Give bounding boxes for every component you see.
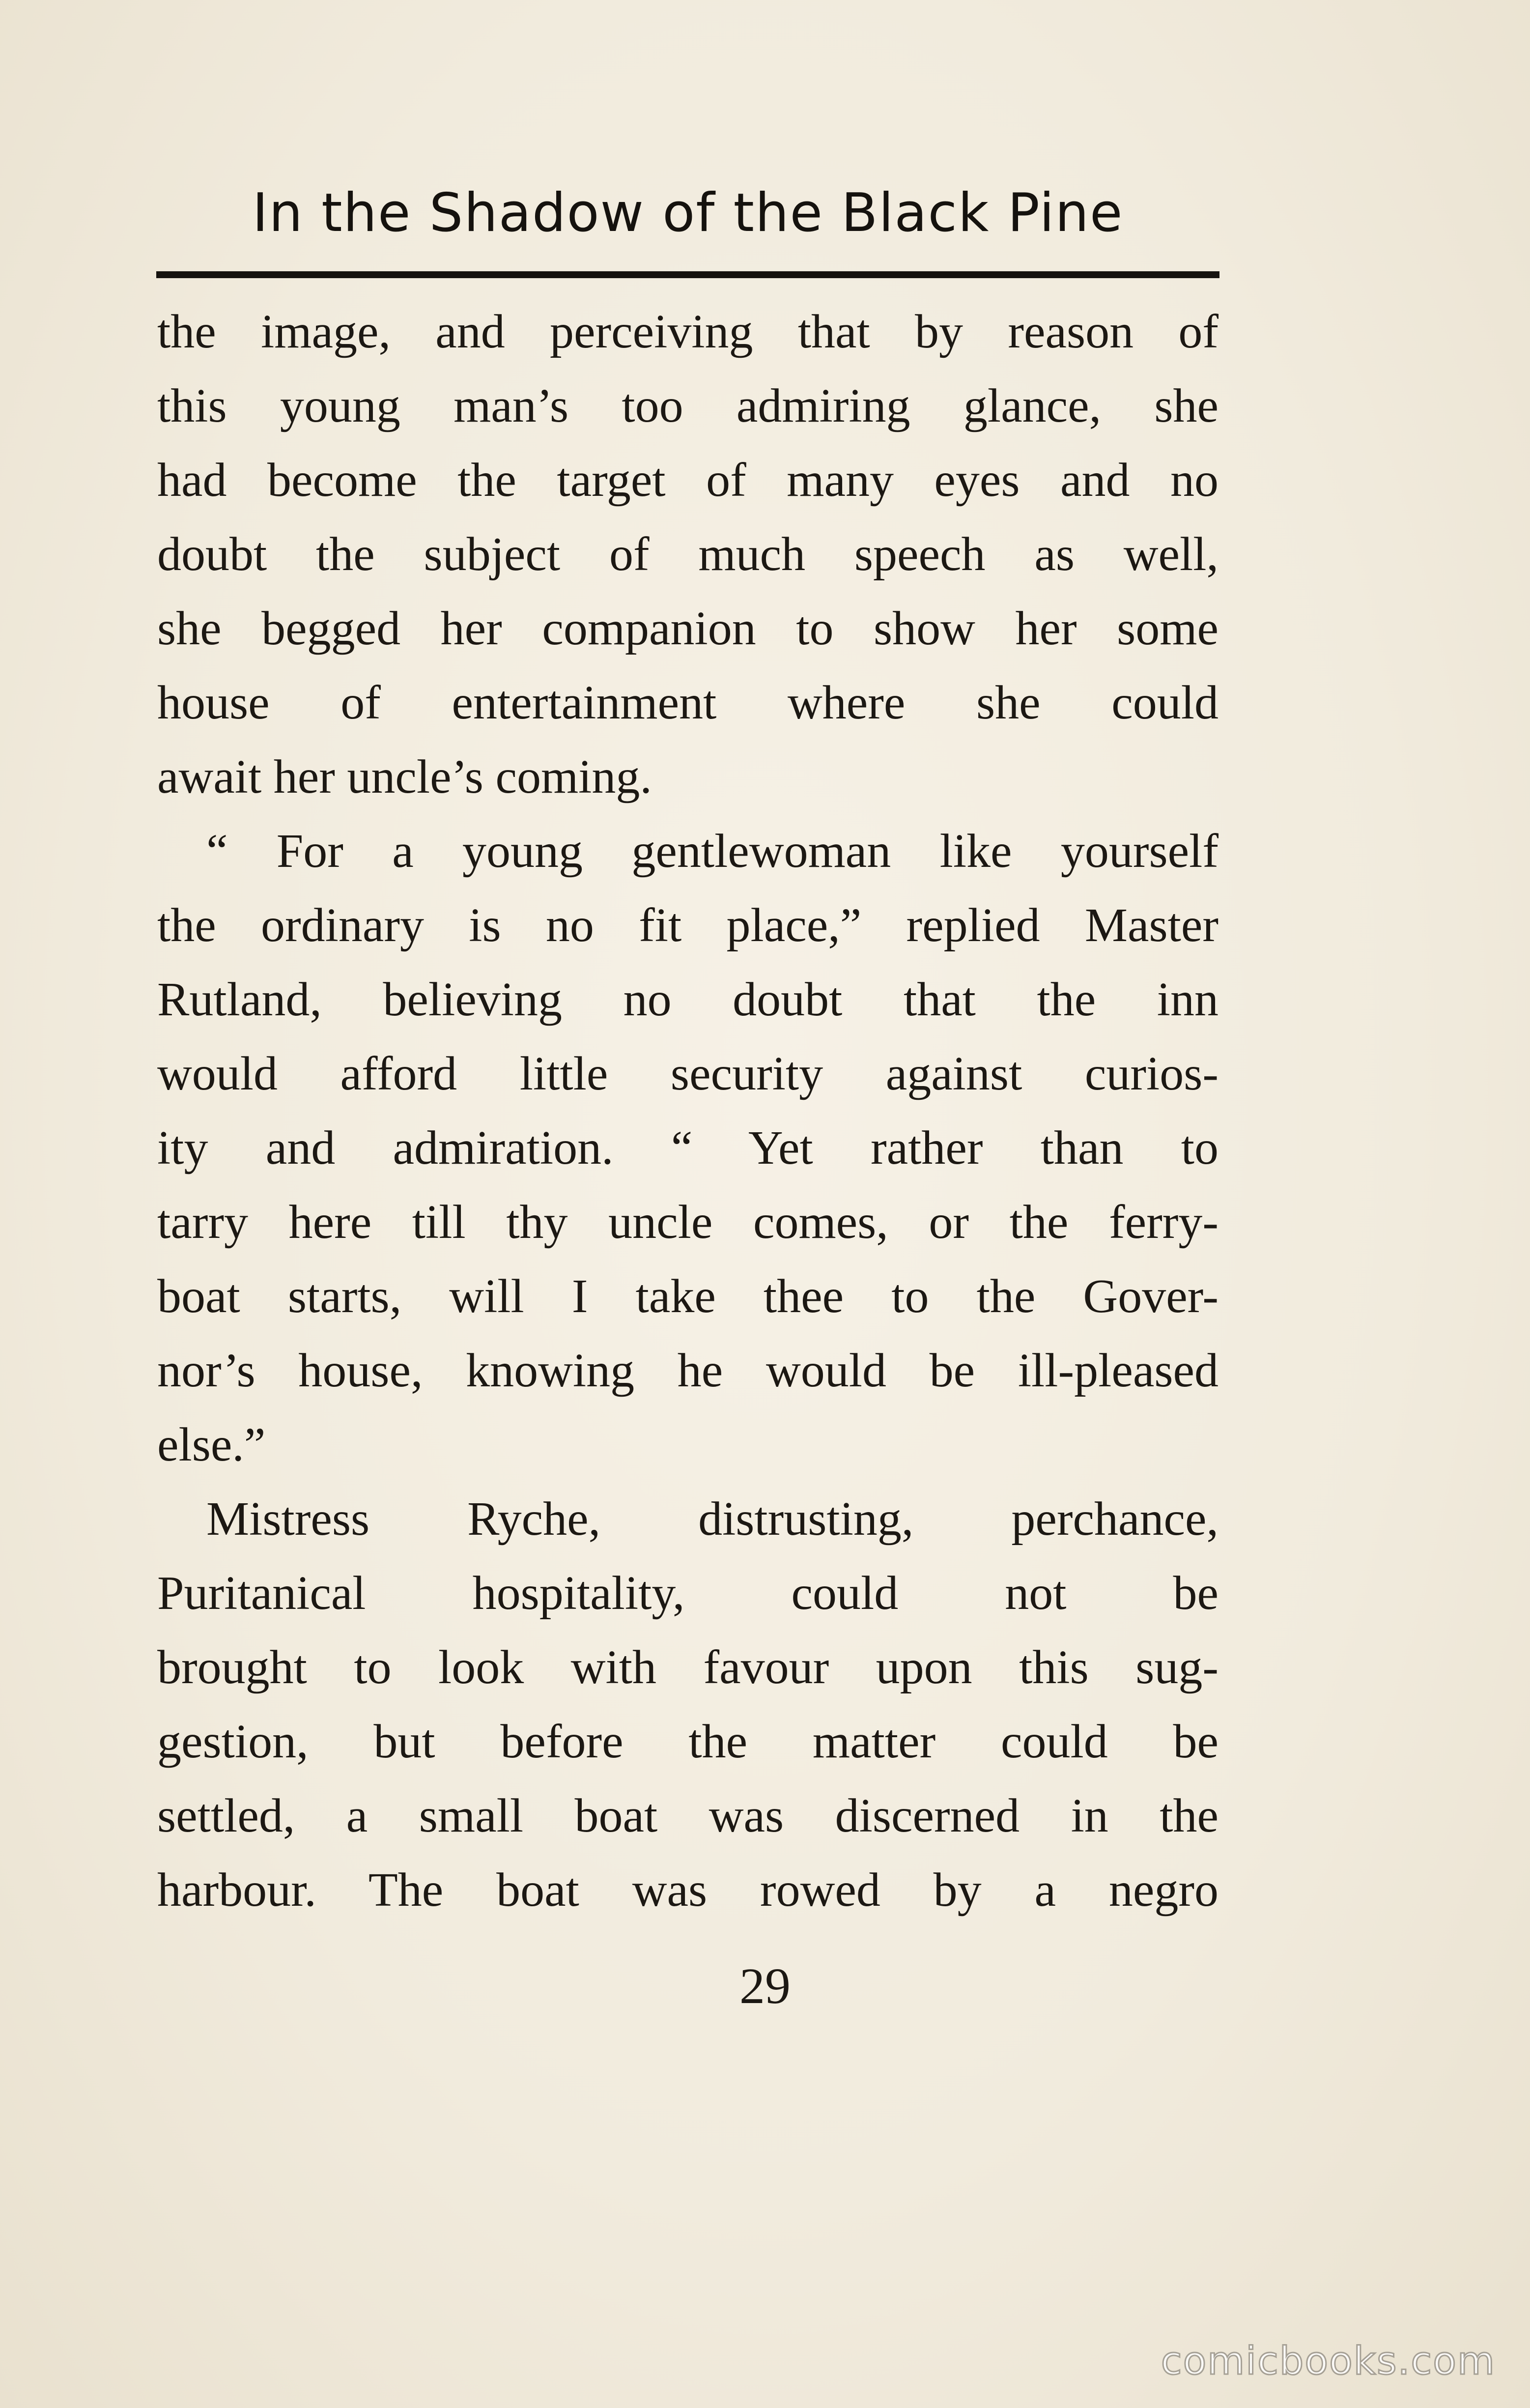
text-line: the image, and perceiving that by reason of xyxy=(157,305,1218,358)
text-line: nor’s house, knowing he would be ill-pleased xyxy=(157,1344,1218,1397)
page-number: 29 xyxy=(739,1958,791,2014)
text-line: this young man’s too admiring glance, she xyxy=(157,379,1218,432)
watermark-text: comicbooks.com xyxy=(1161,2339,1496,2383)
text-line: she begged her companion to show her some xyxy=(157,602,1218,655)
text-line: await her uncle’s coming. xyxy=(157,750,652,803)
text-line: would afford little security against curios- xyxy=(157,1047,1218,1100)
text-line: tarry here till thy uncle comes, or the ferry- xyxy=(157,1196,1218,1249)
text-line: doubt the subject of much speech as well, xyxy=(157,528,1218,581)
text-line: else.” xyxy=(157,1418,266,1471)
header-rule xyxy=(156,271,1219,278)
text-line: brought to look with favour upon this sug- xyxy=(157,1641,1218,1694)
text-line: the ordinary is no fit place,” replied Master xyxy=(157,899,1218,952)
text-line: house of entertainment where she could xyxy=(157,676,1218,729)
text-line: boat starts, will I take thee to the Gover- xyxy=(157,1270,1218,1323)
text-line: harbour. The boat was rowed by a negro xyxy=(157,1863,1218,1917)
text-line: had become the target of many eyes and no xyxy=(157,454,1218,507)
text-line: settled, a small boat was discerned in the xyxy=(157,1789,1218,1842)
text-line: Mistress Ryche, distrusting, perchance, xyxy=(206,1492,1218,1546)
text-line: Rutland, believing no doubt that the inn xyxy=(157,973,1218,1026)
text-line: “ For a young gentlewoman like yourself xyxy=(206,825,1218,878)
running-head-title: In the Shadow of the Black Pine xyxy=(252,182,1124,244)
body-text xyxy=(157,295,1218,1927)
text-line: Puritanical hospitality, could not be xyxy=(157,1567,1218,1620)
text-line: gestion, but before the matter could be xyxy=(157,1715,1218,1768)
text-line: ity and admiration. “ Yet rather than to xyxy=(157,1121,1218,1175)
